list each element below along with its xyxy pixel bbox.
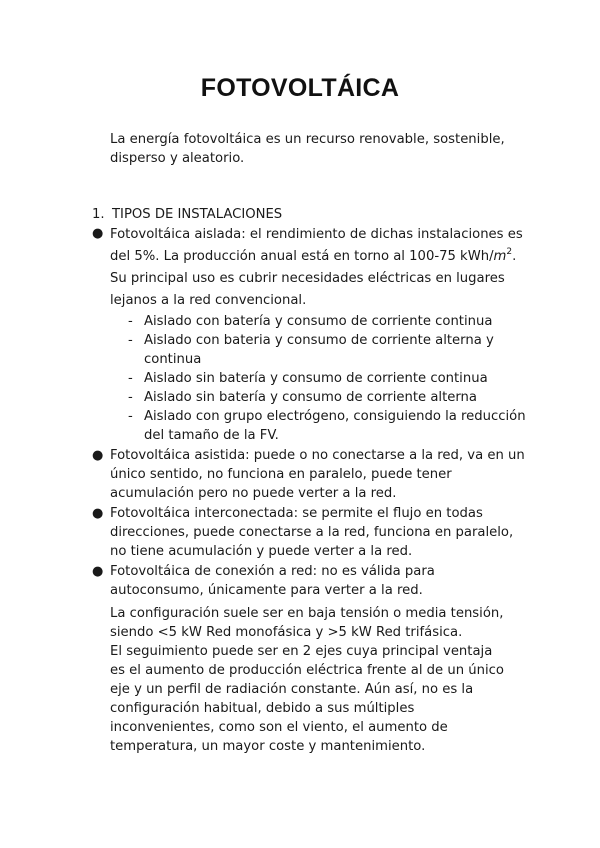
bullet-text: Fotovoltáica de conexión a red: no es válida para autoconsumo, únicamente para verter a la red. bbox=[110, 564, 435, 598]
unit-exponent: 2 bbox=[506, 247, 513, 257]
bullet-item-aislada bbox=[92, 224, 532, 445]
page-title: FOTOVOLTÁICA bbox=[200, 74, 400, 102]
bullet-icon: ● bbox=[92, 564, 104, 579]
config-paragraph: La configuración suele ser en baja tensión o media tensión, siendo <5 kW Red monofásica y >5 kW Red trifásica. bbox=[110, 606, 504, 640]
section-heading bbox=[92, 205, 512, 224]
dash-icon: - bbox=[128, 390, 133, 405]
sub-list bbox=[110, 312, 532, 445]
bullet-icon: ● bbox=[92, 226, 104, 241]
bullet-item-interconectada bbox=[92, 504, 532, 561]
sub-list-item: - Aislado sin batería y consumo de corriente alterna bbox=[128, 390, 477, 405]
sub-list-item: - Aislado con grupo electrógeno, consiguiendo la reducción del tamaño de la FV. bbox=[128, 409, 526, 443]
dash-icon: - bbox=[128, 371, 133, 386]
bullet-text: Fotovoltáica interconectada: se permite el flujo en todas direcciones, puede conectarse a la red, funciona en paralelo, no tiene acumulación y puede verter a la red. bbox=[110, 506, 514, 559]
bullet-icon: ● bbox=[92, 448, 104, 463]
dash-icon: - bbox=[128, 314, 133, 329]
bullet-text: Fotovoltáica aislada: el rendimiento de dichas instalaciones es del 5%. La producción anual está en torno al 100-75 kWh/$m^2$. Su principal uso es cubrir necesidades eléctricas en lugares lejanos a la red convencional. bbox=[110, 227, 523, 308]
sub-list-item: - Aislado con batería y consumo de corriente continua bbox=[128, 314, 493, 329]
sub-list-item: - Aislado sin batería y consumo de corriente continua bbox=[128, 371, 488, 386]
bullet-icon: ● bbox=[92, 506, 104, 521]
configuration-section bbox=[110, 604, 510, 756]
bullet-item-asistida bbox=[92, 446, 532, 503]
dash-icon: - bbox=[128, 409, 133, 424]
intro-paragraph: La energía fotovoltáica es un recurso renovable, sostenible, disperso y aleatorio. bbox=[110, 132, 505, 166]
dash-icon: - bbox=[128, 333, 133, 348]
bullet-text: Fotovoltáica asistida: puede o no conectarse a la red, va en un único sentido, no funciona en paralelo, puede tener acumulación pero no puede verter a la red. bbox=[110, 448, 525, 501]
bullet-list bbox=[92, 224, 532, 600]
tracking-paragraph: El seguimiento puede ser en 2 ejes cuya principal ventaja es el aumento de producción eléctrica frente al de un único eje y un perfil de radiación constante. Aún así, no es la configuración habitual, debido a sus múltiples inconvenientes, como son el viento, el aumento de temperatura, un mayor coste y mantenimiento. bbox=[110, 644, 504, 754]
section-title: TIPOS DE INSTALACIONES bbox=[112, 207, 283, 222]
sub-list-item: - Aislado con bateria y consumo de corriente alterna y continua bbox=[128, 333, 494, 367]
unit-m: m bbox=[493, 249, 507, 264]
section-number: 1. bbox=[92, 207, 105, 222]
bullet-item-conexion-red bbox=[92, 562, 532, 600]
